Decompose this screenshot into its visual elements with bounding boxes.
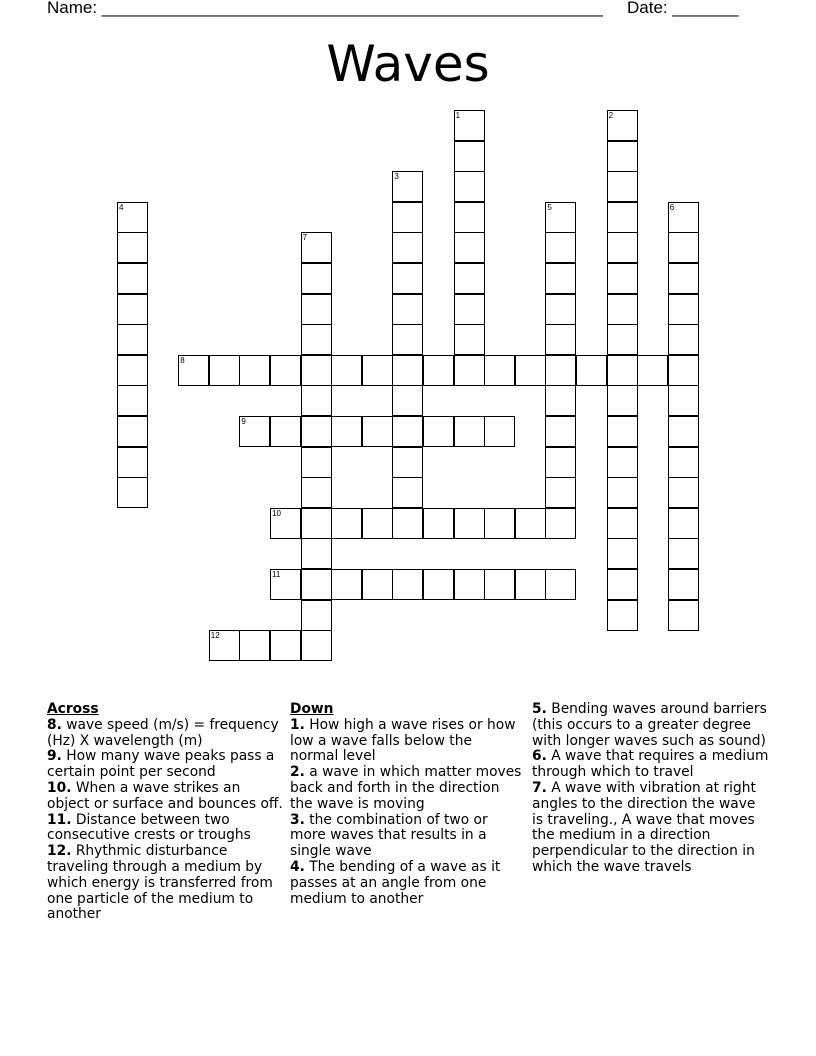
name-line: Name: _____________________________________________________	[47, 0, 603, 17]
clue-down-6: 6. A wave that requires a medium through which to travel	[532, 748, 769, 781]
crossword-cell[interactable]	[392, 416, 423, 447]
clue-down-5: 5. Bending waves around barriers (this occurs to a greater degree with longer waves such as sound)	[532, 701, 767, 749]
crossword-cell[interactable]	[454, 294, 485, 325]
clue-across-11: 11. Distance between two consecutive crests or troughs	[47, 811, 251, 844]
cell-number: 8	[180, 355, 185, 365]
crossword-cell[interactable]	[392, 385, 423, 416]
crossword-cell[interactable]	[668, 324, 699, 355]
crossword-cell[interactable]	[484, 355, 515, 386]
crossword-cell[interactable]	[331, 508, 362, 539]
clue-down-1: 1. How high a wave rises or how low a wave falls below the normal level	[290, 716, 516, 765]
date-line: Date: _______	[627, 0, 739, 17]
crossword-cell[interactable]	[545, 569, 576, 600]
crossword-cell[interactable]	[668, 263, 699, 294]
crossword-cell[interactable]	[331, 416, 362, 447]
cell-number: 3	[394, 172, 399, 182]
crossword-cell[interactable]	[607, 538, 638, 569]
crossword-cell[interactable]	[178, 355, 209, 386]
crossword-cell[interactable]	[668, 600, 699, 631]
crossword-cell[interactable]	[607, 202, 638, 233]
crossword-cell[interactable]	[301, 447, 332, 478]
cell-number: 6	[669, 202, 675, 212]
crossword-cell[interactable]	[668, 538, 699, 569]
crossword-cell[interactable]	[239, 416, 270, 447]
crossword-cell[interactable]	[607, 508, 638, 539]
crossword-cell[interactable]	[117, 385, 148, 416]
crossword-cell[interactable]	[607, 416, 638, 447]
crossword-cell[interactable]	[362, 508, 393, 539]
crossword-cell[interactable]	[668, 202, 699, 233]
crossword-cell[interactable]	[454, 263, 485, 294]
crossword-cell[interactable]	[454, 171, 485, 202]
crossword-cell[interactable]	[545, 385, 576, 416]
crossword-cell[interactable]	[270, 355, 301, 386]
crossword-cell[interactable]	[607, 110, 638, 141]
crossword-cell[interactable]	[392, 294, 423, 325]
crossword-cell[interactable]	[515, 508, 546, 539]
down-heading: Down	[290, 701, 334, 717]
crossword-cell[interactable]	[239, 355, 270, 386]
crossword-cell[interactable]	[117, 324, 148, 355]
crossword-cell[interactable]	[301, 477, 332, 508]
crossword-cell[interactable]	[331, 355, 362, 386]
crossword-cell[interactable]	[331, 569, 362, 600]
crossword-cell[interactable]	[607, 263, 638, 294]
crossword-cell[interactable]	[545, 508, 576, 539]
clue-down-7: 7. A wave with vibration at right angles to the direction the wave is traveling., A wave that moves the medium in a direction perpendicular to the direction in which the wave travels	[532, 779, 756, 875]
page-title: Waves	[326, 35, 490, 93]
crossword-cell[interactable]	[362, 355, 393, 386]
crossword-cell[interactable]	[301, 294, 332, 325]
crossword-cell[interactable]	[392, 569, 423, 600]
crossword-cell[interactable]	[668, 447, 699, 478]
across-clues	[47, 702, 285, 923]
crossword-cell[interactable]	[423, 416, 454, 447]
cell-number: 1	[455, 111, 461, 120]
crossword-cell[interactable]	[301, 569, 332, 600]
crossword-cell[interactable]	[423, 355, 454, 386]
crossword-cell[interactable]	[668, 294, 699, 325]
cell-number: 7	[302, 233, 308, 243]
cell-number: 5	[547, 202, 552, 212]
crossword-cell[interactable]	[392, 263, 423, 294]
crossword-cell[interactable]	[668, 232, 699, 263]
clue-down-4: 4. The bending of a wave as it passes at an angle from one medium to another	[290, 858, 501, 907]
crossword-cell[interactable]	[668, 385, 699, 416]
clue-across-12: 12. Rhythmic disturbance traveling through a medium by which energy is transferred from one particle of the medium to another	[47, 843, 273, 923]
crossword-cell[interactable]	[270, 569, 301, 600]
crossword-cell[interactable]	[607, 324, 638, 355]
crossword-cell[interactable]	[668, 355, 699, 386]
crossword-cell[interactable]	[423, 508, 454, 539]
crossword-cell[interactable]	[607, 171, 638, 202]
crossword-cell[interactable]	[545, 202, 576, 233]
crossword-cell[interactable]	[301, 232, 332, 263]
crossword-cell[interactable]	[117, 263, 148, 294]
crossword-cell[interactable]	[607, 355, 638, 386]
crossword-cell[interactable]	[117, 232, 148, 263]
cell-number: 10	[272, 508, 281, 518]
crossword-cell[interactable]	[607, 232, 638, 263]
crossword-cell[interactable]	[515, 569, 546, 600]
clue-down-3: 3. the combination of two or more waves that results in a single wave	[290, 811, 488, 860]
crossword-cell[interactable]	[454, 324, 485, 355]
clue-down-2: 2. a wave in which matter moves back and forth in the direction the wave is moving	[290, 764, 522, 812]
crossword-cell[interactable]	[117, 416, 148, 447]
crossword-cell[interactable]	[392, 447, 423, 478]
crossword-cell[interactable]	[301, 385, 332, 416]
crossword-cell[interactable]	[239, 630, 270, 661]
crossword-cell[interactable]	[301, 508, 332, 539]
crossword-cell[interactable]	[301, 630, 332, 661]
crossword-cell[interactable]	[454, 508, 485, 539]
crossword-cell[interactable]	[301, 263, 332, 294]
crossword-cell[interactable]	[607, 294, 638, 325]
crossword-cell[interactable]	[484, 508, 515, 539]
crossword-cell[interactable]	[392, 171, 423, 202]
crossword-cell[interactable]	[576, 355, 607, 386]
crossword-cell[interactable]	[668, 508, 699, 539]
crossword-cell[interactable]	[454, 416, 485, 447]
crossword-cell[interactable]	[392, 477, 423, 508]
cell-number: 12	[210, 631, 220, 641]
clue-across-9: 9. How many wave peaks pass a certain point per second	[47, 748, 275, 781]
crossword-cell[interactable]	[637, 355, 668, 386]
crossword-cell[interactable]	[117, 202, 148, 233]
crossword-cell[interactable]	[545, 447, 576, 478]
crossword-cell[interactable]	[117, 294, 148, 325]
crossword-cell[interactable]	[301, 600, 332, 631]
crossword-cell[interactable]	[454, 202, 485, 233]
crossword-cell[interactable]	[668, 477, 699, 508]
crossword-cell[interactable]	[117, 447, 148, 478]
crossword-cell[interactable]	[362, 569, 393, 600]
crossword-cell[interactable]	[484, 416, 515, 447]
down-clues-continued	[532, 702, 770, 876]
crossword-cell[interactable]	[270, 416, 301, 447]
crossword-cell[interactable]	[607, 569, 638, 600]
crossword-cell[interactable]	[515, 355, 546, 386]
crossword-cell[interactable]	[545, 324, 576, 355]
crossword-cell[interactable]	[209, 630, 240, 661]
crossword-cell[interactable]	[301, 416, 332, 447]
crossword-cell[interactable]	[117, 477, 148, 508]
crossword-cell[interactable]	[545, 477, 576, 508]
cell-number: 4	[119, 202, 124, 212]
crossword-cell[interactable]	[607, 600, 638, 631]
crossword-cell[interactable]	[668, 569, 699, 600]
crossword-cell[interactable]	[607, 141, 638, 172]
crossword-cell[interactable]	[301, 538, 332, 569]
crossword-cell[interactable]	[392, 324, 423, 355]
crossword-cell[interactable]	[423, 569, 454, 600]
crossword-cell[interactable]	[270, 508, 301, 539]
crossword-cell[interactable]	[209, 355, 240, 386]
crossword-cell[interactable]	[301, 355, 332, 386]
cell-number: 9	[241, 417, 246, 426]
crossword-cell[interactable]	[392, 508, 423, 539]
crossword-cell[interactable]	[545, 232, 576, 263]
crossword-cell[interactable]	[301, 324, 332, 355]
crossword-cell[interactable]	[454, 569, 485, 600]
crossword-cell[interactable]	[545, 263, 576, 294]
crossword-cell[interactable]	[392, 355, 423, 386]
crossword-cell[interactable]	[454, 141, 485, 172]
crossword-cell[interactable]	[545, 416, 576, 447]
crossword-cell[interactable]	[454, 232, 485, 263]
down-clues	[290, 702, 522, 907]
crossword-cell[interactable]	[668, 416, 699, 447]
cell-number: 2	[608, 111, 614, 120]
crossword-cell[interactable]	[545, 294, 576, 325]
crossword-cell[interactable]	[607, 477, 638, 508]
crossword-cell[interactable]	[392, 232, 423, 263]
crossword-cell[interactable]	[484, 569, 515, 600]
cell-number: 11	[272, 570, 281, 579]
crossword-cell[interactable]	[362, 416, 393, 447]
crossword-cell[interactable]	[545, 355, 576, 386]
clue-across-10: 10. When a wave strikes an object or surface and bounces off.	[47, 779, 283, 812]
crossword-cell[interactable]	[607, 447, 638, 478]
crossword-cell[interactable]	[607, 385, 638, 416]
crossword-cell[interactable]	[392, 202, 423, 233]
across-heading: Across	[47, 701, 99, 717]
crossword-cell[interactable]	[117, 355, 148, 386]
crossword-cell[interactable]	[270, 630, 301, 661]
crossword-cell[interactable]	[454, 110, 485, 141]
crossword-cell[interactable]	[454, 355, 485, 386]
clue-across-8: 8. wave speed (m/s) = frequency (Hz) X wavelength (m)	[47, 716, 279, 749]
